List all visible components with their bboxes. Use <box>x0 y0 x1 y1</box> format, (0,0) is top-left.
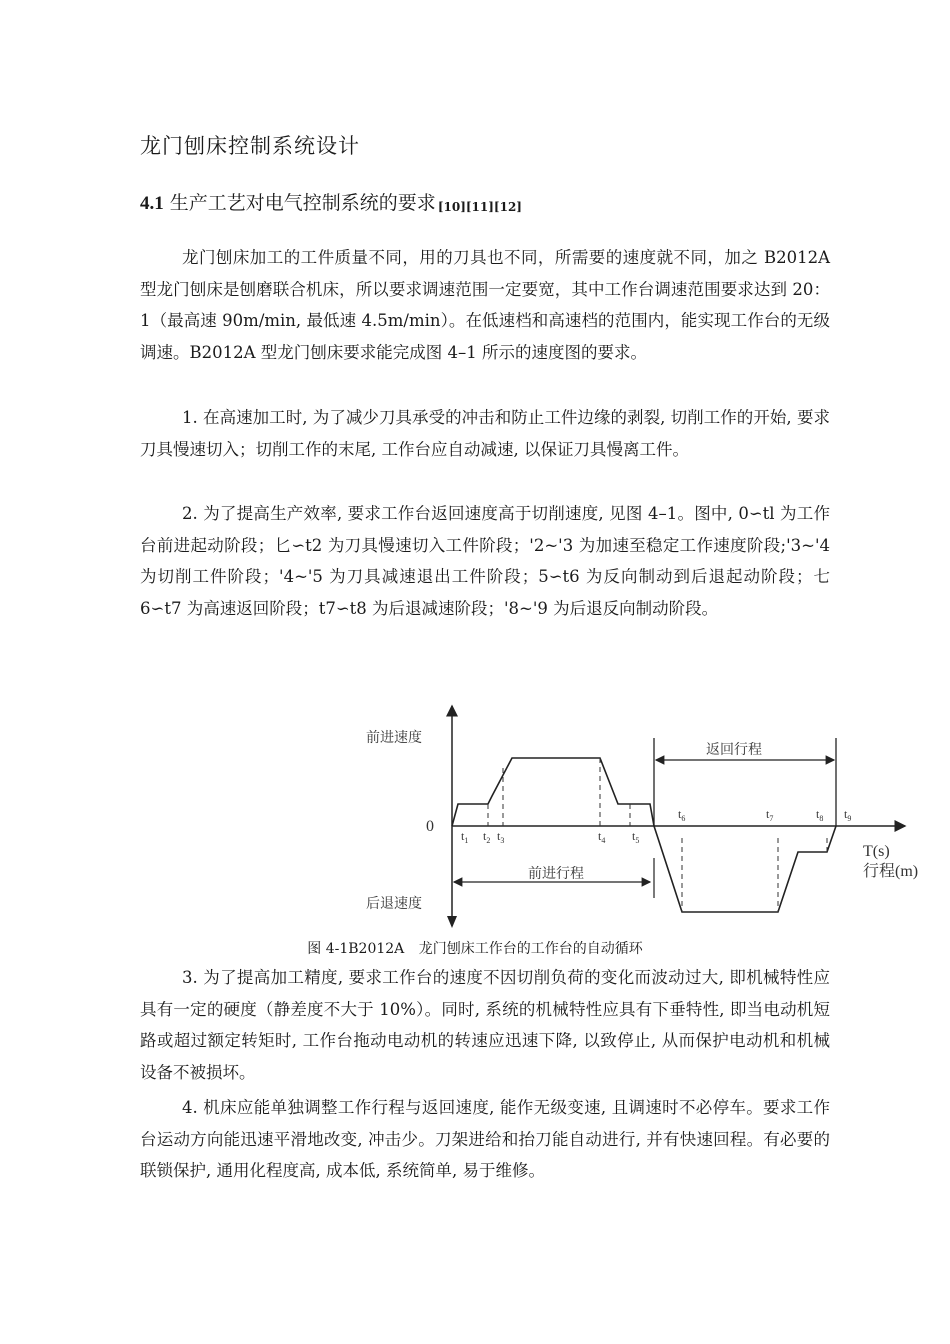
tick-t8: $t_8$ <box>816 807 824 823</box>
figure-caption-text: 龙门刨床工作台的工作台的自动循环 <box>418 941 643 957</box>
requirement-item-1: 1. 在高速加工时, 为了减少刀具承受的冲击和防止工件边缘的剥裂, 切削工作的开始, 要求刀具慢速切入；切削工作的末尾, 工作台应自动减速, 以保证刀具慢离工件。 <box>140 408 830 459</box>
tick-t3: $t_3$ <box>497 829 505 845</box>
forward-velocity-curve <box>452 758 654 826</box>
tick-t5: $t_5$ <box>632 829 640 845</box>
backward-speed-label: 后退速度 <box>366 897 422 912</box>
intro-paragraph: 龙门刨床加工的工件质量不同，用的刀具也不同，所需要的速度就不同，加之 B2012A 型龙门刨床是刨磨联合机床，所以要求调速范围一定要宽，其中工作台调速范围要求达到 20：1（最高速 90m/min, 最低速 4.5m/min）。在低速档和高速档的范围内，能实现工作台的无级调速。B2012A 型龙门刨床要求能完成图 4–1 所示的速度图的要求。 <box>140 248 830 362</box>
section-number: 4.1 <box>140 193 164 214</box>
stroke-axis-label: 行程(m) <box>863 863 919 880</box>
tick-t7: $t_7$ <box>766 807 774 823</box>
time-axis-label: T(s) <box>863 843 890 860</box>
figure-caption <box>0 938 950 958</box>
section-heading-text: 生产工艺对电气控制系统的要求 <box>169 192 436 214</box>
section-refs: [10][11][12] <box>437 200 522 214</box>
speed-diagram <box>360 698 940 933</box>
requirement-item-4: 4. 机床应能单独调整工作行程与返回速度, 能作无级变速, 且调速时不必停车。要求工作台运动方向能迅速平滑地改变, 冲击少。刀架进给和抬刀能自动进行, 并有快速回程。有必要的联锁保护, 通用化程度高, 成本低, 系统简单, 易于维修。 <box>140 1098 830 1180</box>
requirement-item-2: 2. 为了提高生产效率, 要求工作台返回速度高于切削速度, 见图 4–1。图中, 0∽tl 为工作台前进起动阶段；匕∽t2 为刀具慢速切入工件阶段；'2~'3 为加速至稳定工作速度阶段;'3~'4 为切削工件阶段；'4~'5 为刀具减速退出工件阶段；5∽t6 为反向制动到后退起动阶段；七 6∽t7 为高速返回阶段；t7∽t8 为后退减速阶段；'8~'9 为后退反向制动阶段。 <box>140 504 830 618</box>
tick-t1: $t_1$ <box>461 829 469 845</box>
forward-speed-label: 前进速度 <box>366 731 422 746</box>
section-heading <box>140 188 522 215</box>
tick-t4: $t_4$ <box>598 829 606 845</box>
speed-cycle-figure <box>360 698 940 933</box>
speed-axis-bottom-arrow <box>447 916 457 928</box>
return-stroke-label: 返回行程 <box>706 743 762 758</box>
figure-caption-number: 图 4-1B2012A <box>307 941 405 957</box>
document-title: 龙门刨床控制系统设计 <box>140 134 360 158</box>
zero-label: 0 <box>426 818 434 835</box>
tick-t2: $t_2$ <box>483 829 491 845</box>
tick-t9: $t_9$ <box>844 807 852 823</box>
requirement-item-3: 3. 为了提高加工精度, 要求工作台的速度不因切削负荷的变化而波动过大, 即机械特性应具有一定的硬度（静差度不大于 10%）。同时, 系统的机械特性应具有下垂特性, 即当电动机短路或超过额定转矩时, 工作台拖动电动机的转速应迅速下降, 以致停止, 从而保护电动机和机械设备不被损坏。 <box>140 968 830 1082</box>
backward-velocity-curve <box>654 826 836 912</box>
forward-stroke-label: 前进行程 <box>528 867 584 882</box>
tick-t6: $t_6$ <box>678 807 686 823</box>
